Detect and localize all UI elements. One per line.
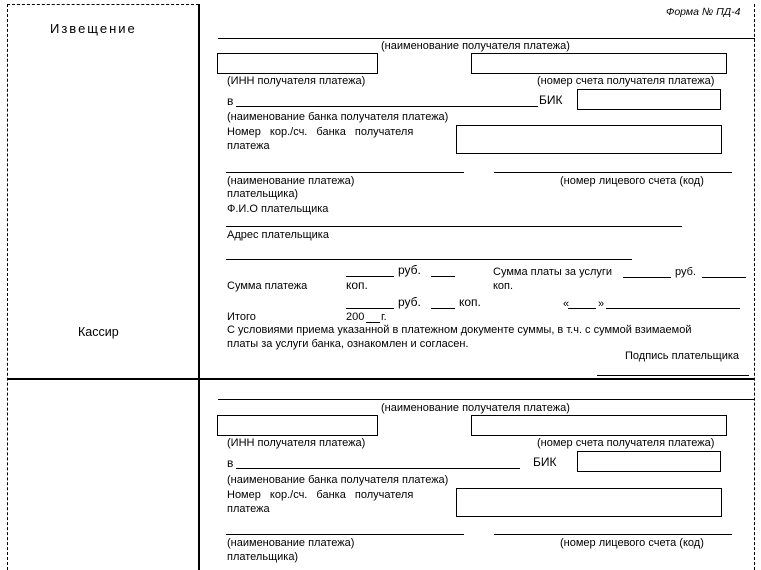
bank-prefix-2: в: [227, 456, 234, 470]
personal-account-caption: (номер лицевого счета (код): [560, 175, 704, 187]
recipient-account-caption: (номер счета получателя платежа): [537, 75, 715, 87]
corr-account-label-2: платежа: [227, 140, 270, 152]
bank-name-caption-2: (наименование банка получателя платежа): [227, 474, 449, 486]
recipient-inn-box-2[interactable]: [217, 415, 378, 436]
total-rub-label: руб.: [398, 295, 421, 309]
year-line: [366, 322, 380, 323]
recipient-account-box[interactable]: [471, 53, 727, 74]
total-label: Итого: [227, 311, 256, 323]
service-fee-kop-label: коп.: [493, 280, 514, 292]
personal-account-line-2: [494, 534, 732, 535]
corr-account-label-b2: платежа: [227, 503, 270, 515]
notice-label: Извещение: [50, 21, 137, 36]
bank-name-line-2: [236, 468, 520, 469]
bik-box-2[interactable]: [577, 451, 721, 472]
recipient-inn-caption-2: (ИНН получателя платежа): [227, 437, 366, 449]
service-fee-label: Сумма платы за услуги: [493, 266, 613, 278]
total-rub-line: [346, 308, 394, 309]
total-kop-label: коп.: [459, 295, 481, 309]
sum-rub-label: руб.: [398, 263, 421, 277]
recipient-inn-box[interactable]: [217, 53, 378, 74]
payer-address-line: [226, 259, 632, 260]
service-fee-rub-line: [623, 277, 671, 278]
bank-name-caption: (наименование банка получателя платежа): [227, 111, 449, 123]
corr-account-box[interactable]: [456, 125, 722, 154]
recipient-name-line-2: [218, 399, 755, 400]
payment-name-line: [226, 172, 464, 173]
bank-name-line: [236, 106, 538, 107]
signature-label: Подпись плательщика: [625, 350, 740, 362]
payer-word: плательщика): [227, 188, 299, 200]
recipient-name-line: [218, 38, 755, 39]
date-close-quote: »: [598, 298, 605, 310]
date-day-line: [568, 308, 596, 309]
bik-box[interactable]: [577, 89, 721, 110]
recipient-account-box-2[interactable]: [471, 415, 727, 436]
bik-label: БИК: [539, 93, 563, 107]
bank-prefix: в: [227, 94, 234, 108]
recipient-inn-caption: (ИНН получателя платежа): [227, 75, 366, 87]
payer-word-2: плательщика): [227, 551, 299, 563]
payment-name-caption: (наименование платежа): [227, 175, 355, 187]
corr-account-label-b: Номер кор./сч. банка получателя: [227, 489, 414, 501]
corr-account-box-2[interactable]: [456, 488, 722, 517]
agreement-text-2: платы за услуги банка, ознакомлен и согласен.: [227, 338, 469, 350]
frame-top-border: [7, 4, 199, 5]
total-kop-line: [431, 308, 455, 309]
date-month-line: [606, 308, 740, 309]
payment-name-line-2: [226, 534, 464, 535]
bik-label-2: БИК: [533, 455, 557, 469]
recipient-account-caption-2: (номер счета получателя платежа): [537, 437, 715, 449]
service-fee-kop-blank-line: [702, 277, 746, 278]
sum-kop-label: коп.: [346, 278, 368, 292]
sum-kop-blank-line: [431, 276, 455, 277]
year-suffix: г.: [381, 311, 387, 323]
frame-column-divider: [198, 4, 200, 570]
personal-account-caption-2: (номер лицевого счета (код): [560, 537, 704, 549]
sum-rub-line: [346, 276, 394, 277]
frame-section-divider: [7, 378, 755, 380]
frame-left-border: [7, 4, 8, 570]
signature-line: [597, 375, 749, 376]
payer-fio-label: Ф.И.О плательщика: [227, 203, 329, 215]
cashier-label: Кассир: [78, 325, 119, 339]
year-prefix: 200: [346, 311, 365, 323]
service-fee-rub-label: руб.: [675, 266, 696, 278]
form-label: Форма № ПД-4: [666, 6, 741, 18]
payer-fio-line: [226, 226, 682, 227]
payment-name-caption-2: (наименование платежа): [227, 537, 355, 549]
corr-account-label: Номер кор./сч. банка получателя: [227, 126, 414, 138]
frame-right-border: [754, 4, 755, 570]
payer-address-label: Адрес плательщика: [227, 229, 329, 241]
agreement-text-1: С условиями приема указанной в платежном документе суммы, в т.ч. с суммой взимаемой: [227, 324, 692, 336]
date-open-quote: «: [563, 298, 570, 310]
recipient-name-caption-2: (наименование получателя платежа): [381, 402, 570, 414]
payment-sum-label: Сумма платежа: [227, 280, 308, 292]
recipient-name-caption: (наименование получателя платежа): [381, 40, 570, 52]
personal-account-line: [494, 172, 732, 173]
